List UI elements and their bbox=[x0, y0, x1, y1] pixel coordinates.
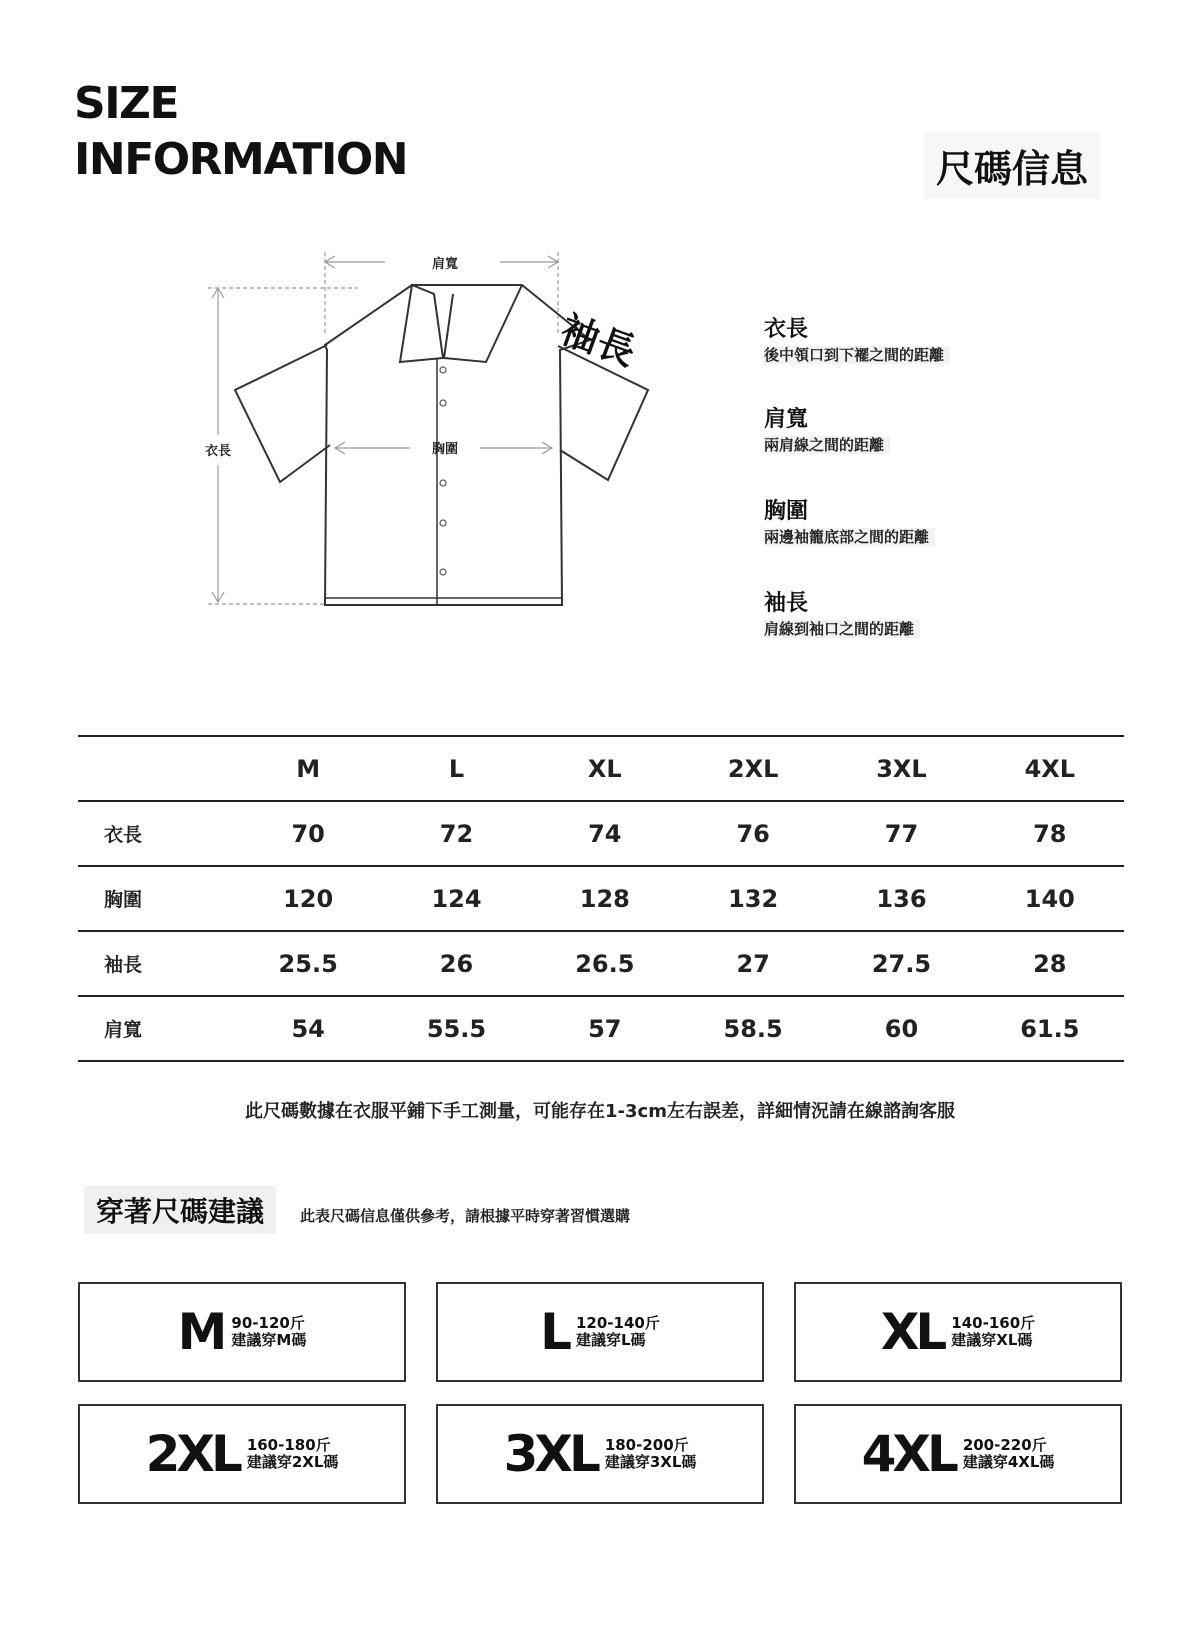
measurement-note: 此尺碼數據在衣服平鋪下手工測量，可能存在1-3cm左右誤差，詳細情況請在線諮詢客服 bbox=[245, 1101, 955, 1122]
page-title bbox=[74, 76, 407, 188]
card-size: XL bbox=[880, 1303, 944, 1361]
table-cell: 57 bbox=[531, 996, 679, 1061]
card-advice: 建議穿4XL碼 bbox=[962, 1453, 1055, 1471]
row-label: 肩寬 bbox=[78, 996, 234, 1061]
recommend-subtitle: 此表尺碼信息僅供參考，請根據平時穿著習慣選購 bbox=[300, 1207, 631, 1225]
row-label: 衣長 bbox=[78, 801, 234, 866]
definition-shoulder bbox=[764, 406, 890, 456]
table-cell: 128 bbox=[531, 866, 679, 931]
definition-desc: 後中領口到下襬之間的距離 bbox=[764, 346, 950, 364]
card-size: 3XL bbox=[503, 1425, 597, 1483]
definition-term: 袖長 bbox=[764, 591, 809, 616]
size-card-l bbox=[436, 1282, 764, 1382]
table-corner bbox=[78, 736, 234, 801]
card-info bbox=[605, 1437, 697, 1471]
card-advice: 建議穿L碼 bbox=[576, 1331, 646, 1349]
table-cell: 26 bbox=[382, 931, 530, 996]
definition-length bbox=[764, 316, 950, 366]
table-cell: 28 bbox=[976, 931, 1124, 996]
button bbox=[440, 520, 446, 526]
button bbox=[440, 367, 446, 373]
chest-label: 胸圍 bbox=[431, 442, 459, 457]
definition-desc: 兩邊袖籠底部之間的距離 bbox=[764, 528, 935, 546]
card-advice: 建議穿XL碼 bbox=[951, 1331, 1033, 1349]
column-header: 4XL bbox=[976, 736, 1124, 801]
definition-sleeve bbox=[764, 590, 920, 640]
card-info bbox=[247, 1437, 339, 1471]
table-cell: 27 bbox=[679, 931, 827, 996]
definition-term: 胸圍 bbox=[764, 499, 809, 524]
definition-desc: 肩線到袖口之間的距離 bbox=[764, 620, 920, 638]
card-advice: 建議穿2XL碼 bbox=[246, 1453, 339, 1471]
button bbox=[440, 480, 446, 486]
table-cell: 70 bbox=[234, 801, 382, 866]
row-label: 袖長 bbox=[78, 931, 234, 996]
recommend-title: 穿著尺碼建議 bbox=[84, 1186, 276, 1234]
table-cell: 78 bbox=[976, 801, 1124, 866]
shirt-diagram bbox=[200, 250, 670, 620]
card-range: 140-160斤 bbox=[951, 1314, 1036, 1332]
table-cell: 132 bbox=[679, 866, 827, 931]
button bbox=[440, 400, 446, 406]
card-info bbox=[576, 1315, 660, 1349]
size-card-xl bbox=[794, 1282, 1122, 1382]
right-sleeve bbox=[558, 346, 648, 480]
card-info bbox=[231, 1315, 306, 1349]
table-cell: 25.5 bbox=[234, 931, 382, 996]
column-header: L bbox=[382, 736, 530, 801]
card-size: L bbox=[540, 1303, 568, 1361]
collar-right bbox=[444, 285, 522, 362]
definition-term: 肩寬 bbox=[764, 407, 809, 432]
card-range: 120-140斤 bbox=[576, 1314, 660, 1332]
table-row bbox=[78, 996, 1124, 1061]
table-cell: 54 bbox=[234, 996, 382, 1061]
column-header: 2XL bbox=[679, 736, 827, 801]
page-title-zh: 尺碼信息 bbox=[924, 132, 1100, 199]
card-size: M bbox=[177, 1303, 224, 1361]
table-cell: 61.5 bbox=[976, 996, 1124, 1061]
column-header: 3XL bbox=[827, 736, 975, 801]
size-card-m bbox=[78, 1282, 406, 1382]
column-header: XL bbox=[531, 736, 679, 801]
table-cell: 60 bbox=[827, 996, 975, 1061]
collar-left bbox=[400, 285, 443, 362]
table-cell: 55.5 bbox=[382, 996, 530, 1061]
table-cell: 136 bbox=[827, 866, 975, 931]
table-cell: 76 bbox=[679, 801, 827, 866]
shoulder-label: 肩寬 bbox=[431, 257, 459, 272]
card-size: 4XL bbox=[861, 1425, 955, 1483]
table-row bbox=[78, 801, 1124, 866]
table-cell: 124 bbox=[382, 866, 530, 931]
card-advice: 建議穿M碼 bbox=[231, 1331, 307, 1349]
sleeve-label: 袖長 bbox=[554, 307, 642, 375]
card-range: 200-220斤 bbox=[962, 1436, 1047, 1454]
card-range: 180-200斤 bbox=[604, 1436, 689, 1454]
card-range: 160-180斤 bbox=[246, 1436, 331, 1454]
table-row bbox=[78, 931, 1124, 996]
table-cell: 74 bbox=[531, 801, 679, 866]
size-table bbox=[78, 735, 1124, 1062]
length-label: 衣長 bbox=[204, 444, 232, 459]
card-advice: 建議穿3XL碼 bbox=[604, 1453, 697, 1471]
definition-chest bbox=[764, 498, 935, 548]
table-cell: 27.5 bbox=[827, 931, 975, 996]
card-info bbox=[951, 1315, 1035, 1349]
table-header-row bbox=[78, 736, 1124, 801]
card-range: 90-120斤 bbox=[231, 1314, 305, 1332]
table-cell: 26.5 bbox=[531, 931, 679, 996]
definition-desc: 兩肩線之間的距離 bbox=[764, 436, 890, 454]
size-card-4xl bbox=[794, 1404, 1122, 1504]
size-card-2xl bbox=[78, 1404, 406, 1504]
column-header: M bbox=[234, 736, 382, 801]
table-cell: 77 bbox=[827, 801, 975, 866]
card-size: 2XL bbox=[145, 1425, 239, 1483]
title-line-1: SIZE bbox=[74, 78, 179, 129]
card-info bbox=[963, 1437, 1055, 1471]
table-cell: 72 bbox=[382, 801, 530, 866]
table-cell: 120 bbox=[234, 866, 382, 931]
button bbox=[440, 569, 446, 575]
table-cell: 140 bbox=[976, 866, 1124, 931]
table-row bbox=[78, 866, 1124, 931]
size-card-3xl bbox=[436, 1404, 764, 1504]
left-sleeve bbox=[235, 345, 330, 482]
title-line-2: INFORMATION bbox=[74, 134, 408, 185]
row-label: 胸圍 bbox=[78, 866, 234, 931]
definition-term: 衣長 bbox=[764, 317, 809, 342]
table-cell: 58.5 bbox=[679, 996, 827, 1061]
